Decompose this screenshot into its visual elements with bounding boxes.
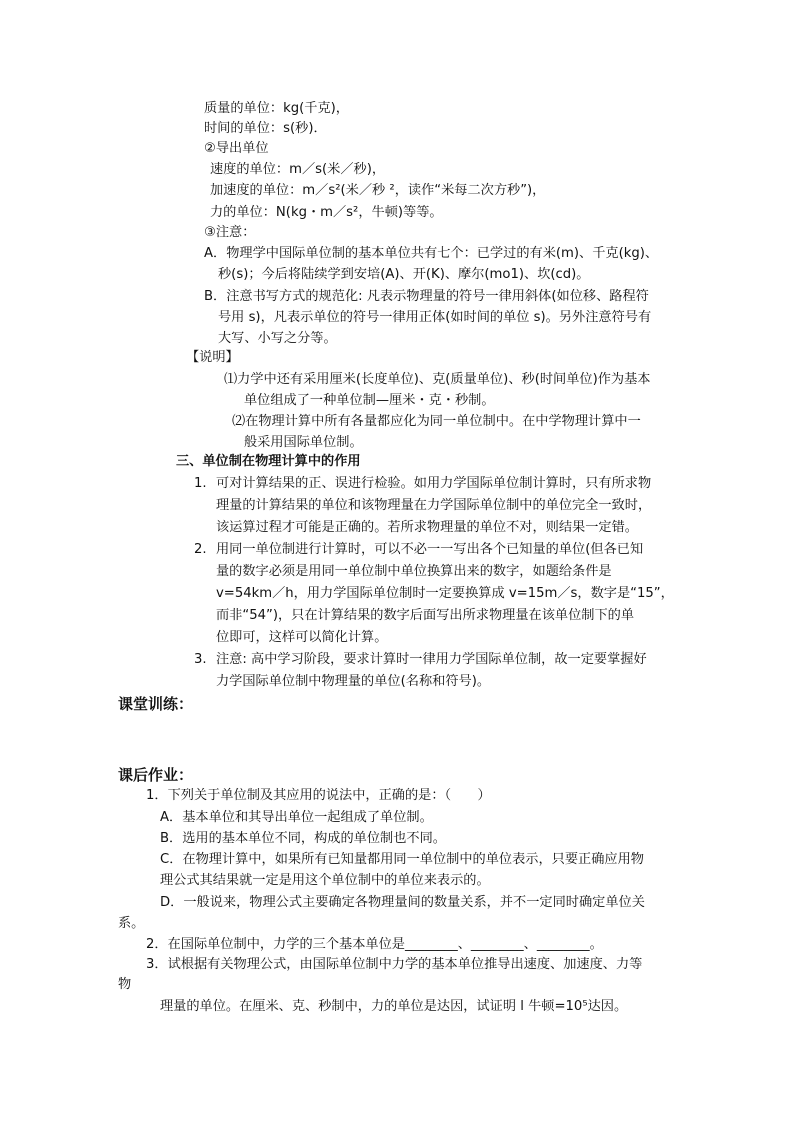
section-3-item-2-line-3: v=54km／h，用力学国际单位制时一定要换算成 v=15m／s，数字是“15”， [216, 586, 674, 601]
acceleration-unit-line: 加速度的单位：m／s²(米／秒 ²，读作“米每二次方秒”)， [210, 183, 546, 198]
question-2-separator-2: 、 [523, 937, 537, 952]
question-2-prefix: 2．在国际单位制中，力学的三个基本单位是 [146, 937, 405, 952]
homework-heading: 课后作业： [118, 766, 194, 784]
section-3-item-1-number: 1. [194, 476, 207, 491]
section-3-item-2-line-2: 量的数字必须是用同一单位制中单位换算出来的数字，如题给条件是 [216, 564, 612, 579]
force-unit-line: 力的单位：N(kg・m／s²，牛顿)等等。 [210, 205, 443, 220]
question-3-line-2: 物 [118, 977, 132, 992]
note-a-line-2: 秒(s)；今后将陆续学到安培(A)、开(K)、摩尔(mo1)、坎(cd)。 [218, 267, 590, 282]
section-3-item-1-line-3: 该运算过程才可能是正确的。若所求物理量的单位不对，则结果一定错。 [216, 520, 638, 535]
explanation-item-1-line-1: ⑴力学中还有采用厘米(长度单位)、克(质量单位)、秒(时间单位)作为基本 [224, 372, 651, 387]
section-3-item-1-line-2: 理量的计算结果的单位和该物理量在力学国际单位制中的单位完全一致时， [216, 498, 652, 513]
velocity-unit-line: 速度的单位：m／s(米／秒)， [210, 162, 386, 177]
time-unit-line: 时间的单位：s(秒)． [204, 121, 327, 136]
question-1-option-c-line-2: 理公式其结果就一定是用这个单位制中的单位来表示的。 [160, 873, 490, 888]
section-3-item-1-line-1: 可对计算结果的正、误进行检验。如用力学国际单位制计算时，只有所求物 [216, 476, 652, 491]
question-1-option-c-line-1: C．在物理计算中，如果所有已知量都用同一单位制中的单位表示，只要正确应用物 [160, 852, 644, 867]
mass-unit-line: 质量的单位：kg(千克)， [204, 101, 349, 116]
note-a-line-1: A．物理学中国际单位制的基本单位共有七个：已学过的有米(m)、千克(kg)、 [204, 246, 659, 261]
question-1-option-b: B．选用的基本单位不同，构成的单位制也不同。 [160, 831, 446, 846]
note-b-line-1: B．注意书写方式的规范化: 凡表示物理量的符号一律用斜体(如位移、路程符 [204, 289, 649, 304]
question-3-line-1: 3．试根据有关物理公式，由国际单位制中力学的基本单位推导出速度、加速度、力等 [146, 957, 643, 972]
question-1: 1．下列关于单位制及其应用的说法中，正确的是：（ ） [146, 788, 491, 803]
derived-units-heading: ②导出单位 [204, 141, 269, 156]
question-1-option-d-line-2: 系。 [118, 916, 145, 931]
question-3-line-3: 理量的单位。在厘米、克、秒制中，力的单位是达因，试证明 l 牛顿=10⁵达因。 [160, 999, 628, 1014]
note-heading: ③注意： [204, 225, 256, 240]
question-2-separator-1: 、 [457, 937, 471, 952]
question-2 [146, 935, 603, 955]
section-3-item-2-line-4: 而非“54”)，只在计算结果的数字后面写出所求物理量在该单位制下的单 [216, 608, 635, 623]
section-3-item-2-line-5: 位即可，这样可以简化计算。 [216, 630, 388, 645]
explanation-item-2-line-2: 般采用国际单位制。 [244, 435, 363, 450]
answer-blank-1: ________ [404, 937, 458, 952]
note-b-line-2: 号用 s)，凡表示单位的符号一律用正体(如时间的单位 s)。另外注意符号有 [218, 310, 652, 325]
section-3-item-3-line-1: 注意: 高中学习阶段，要求计算时一律用力学国际单位制，故一定要掌握好 [216, 652, 647, 667]
section-3-item-2-line-1: 用同一单位制进行计算时，可以不必一一写出各个已知量的单位(但各已知 [216, 542, 644, 557]
section-3-item-2-number: 2. [194, 542, 207, 557]
answer-blank-2: ________ [470, 937, 524, 952]
question-2-end: 。 [589, 937, 603, 952]
explanation-item-1-line-2: 单位组成了一种单位制—厘米・克・秒制。 [244, 393, 495, 408]
classroom-training-heading: 课堂训练： [118, 695, 194, 713]
question-1-option-a: A．基本单位和其导出单位一起组成了单位制。 [160, 810, 433, 825]
answer-blank-3: ________ [536, 937, 590, 952]
note-b-line-3: 大写、小写之分等。 [218, 331, 337, 346]
question-1-option-d-line-1: D．一般说来，物理公式主要确定各物理量间的数量关系，并不一定同时确定单位关 [160, 895, 645, 910]
section-3-heading: 三、单位制在物理计算中的作用 [176, 454, 361, 469]
section-3-item-3-number: 3. [194, 652, 207, 667]
section-3-item-3-line-2: 力学国际单位制中物理量的单位(名称和符号)。 [216, 674, 491, 689]
explanation-item-2-line-1: ⑵在物理计算中所有各量都应化为同一单位制中。在中学物理计算中一 [232, 414, 641, 429]
explanation-heading: 【说明】 [186, 350, 239, 365]
